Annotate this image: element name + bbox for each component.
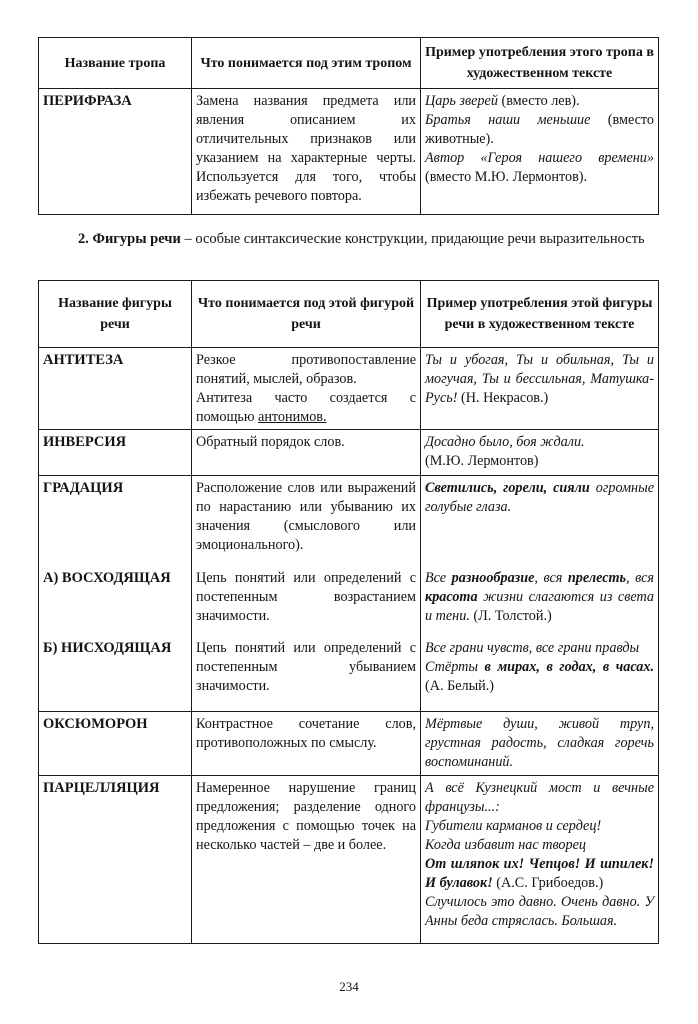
term-examples (421, 89, 659, 215)
table-row (39, 430, 659, 476)
tropes-table (38, 37, 659, 215)
term-name: ПАРЦЕЛЛЯЦИЯ (39, 776, 192, 944)
header-trope-example: Пример употребления этого тропа в художественном тексте (421, 38, 659, 89)
table-header-row (39, 38, 659, 89)
section-heading: 2. Фигуры речи (78, 231, 181, 247)
term-name: ПЕРИФРАЗА (39, 89, 192, 215)
section-paragraph (38, 229, 658, 250)
header-trope-name: Название тропа (39, 38, 192, 89)
term-examples: Мёртвые души, живой труп, грустная радость, сладкая горечь воспоминаний. (421, 712, 659, 776)
page-number: 234 (339, 979, 359, 994)
term-definition: Резкое противопоставление понятий, мыслей, образов. Антитеза часто создается с помощью антонимов. (192, 348, 421, 430)
header-figure-name: Название фигуры речи (39, 281, 192, 348)
term-examples: Ты и убогая, Ты и обильная, Ты и могучая, Ты и бессильная, Матушка-Русь! (Н. Некрасов.) (421, 348, 659, 430)
term-definition: Цепь понятий или определений с постепенным убыванием значимости. (192, 636, 421, 712)
example-line: Автор «Героя нашего времени» (вместо М.Ю. Лермонтов). (425, 150, 654, 185)
term-name: ОКСЮМОРОН (39, 712, 192, 776)
term-definition: Цепь понятий или определений с постепенным возрастанием значимости. (192, 566, 421, 636)
section-text: – особые синтаксические конструкции, придающие речи выразительность (180, 231, 645, 247)
term-examples: Светились, горели, сияли огромные голубые глаза. (421, 476, 659, 566)
term-definition: Замена названия предмета или явления описанием их отличительных признаков или указанием на характерные черты. Используется для того, чтобы избежать речевого повтора. (192, 89, 421, 215)
table-row (39, 476, 659, 566)
header-figure-meaning: Что понимается под этой фигурой речи (192, 281, 421, 348)
term-name: Б) НИСХОДЯЩАЯ (39, 636, 192, 712)
term-name: ИНВЕРСИЯ (39, 430, 192, 476)
term-examples: Все разнообразие, вся прелесть, вся красота жизни слагаются из света и тени. (Л. Толстой.) (421, 566, 659, 636)
example-line: Царь зверей (вместо лев). (425, 93, 580, 109)
term-examples: Досадно было, боя ждали. (М.Ю. Лермонтов) (421, 430, 659, 476)
term-name: ГРАДАЦИЯ (39, 476, 192, 566)
term-name: А) ВОСХОДЯЩАЯ (39, 566, 192, 636)
table-header-row (39, 281, 659, 348)
term-examples: А всё Кузнецкий мост и вечные французы...: Губители карманов и сердец! Когда избавит нас творец От шляпок их! Чепцов! И шпилек! И булавок! (А.С. Грибоедов.) Случилось это давно. Очень давно. У Анны беда стряслась. Большая. (421, 776, 659, 944)
example-line: Братья наши меньшие (вместо животные). (425, 112, 654, 147)
figures-of-speech-table (38, 280, 659, 944)
term-definition: Расположение слов или выражений по нарастанию или убыванию их значения (смыслового или эмоционального). (192, 476, 421, 566)
term-definition: Контрастное сочетание слов, противоположных по смыслу. (192, 712, 421, 776)
table-row (39, 89, 659, 215)
term-definition: Намеренное нарушение границ предложения; разделение одного предложения с помощью точек на несколько частей – две и более. (192, 776, 421, 944)
term-name: АНТИТЕЗА (39, 348, 192, 430)
term-definition: Обратный порядок слов. (192, 430, 421, 476)
header-figure-example: Пример употребления этой фигуры речи в художественном тексте (421, 281, 659, 348)
term-examples: Все грани чувств, все грани правды Стёрты в мирах, в годах, в часах. (А. Белый.) (421, 636, 659, 712)
table-row (39, 566, 659, 636)
table-row (39, 712, 659, 776)
header-trope-meaning: Что понимается под этим тропом (192, 38, 421, 89)
antonyms-link[interactable]: антонимов. (258, 409, 327, 425)
table-row (39, 776, 659, 944)
table-row (39, 636, 659, 712)
table-row (39, 348, 659, 430)
